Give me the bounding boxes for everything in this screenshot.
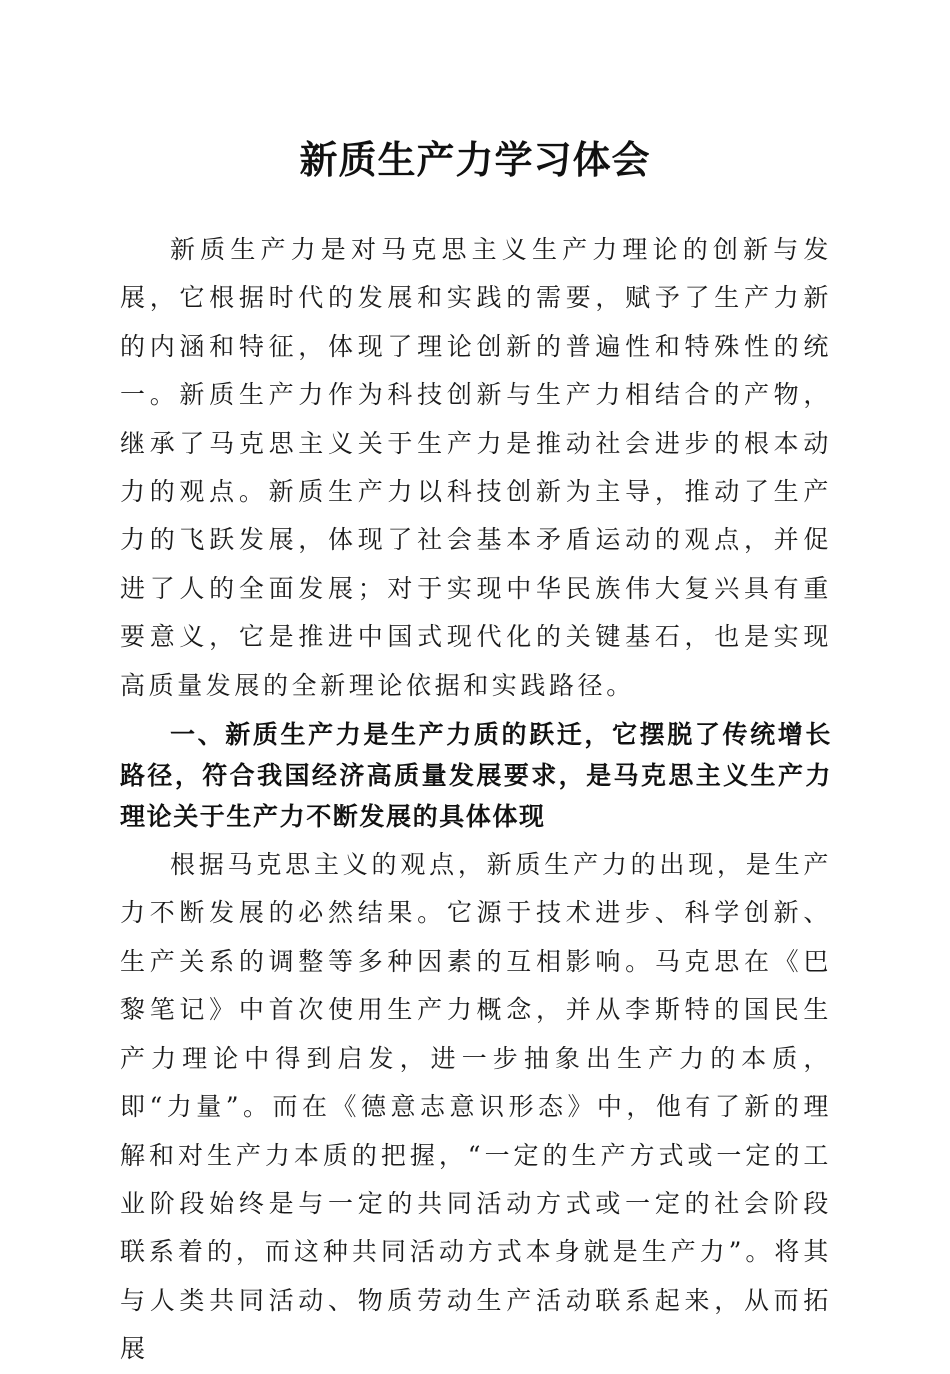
- intro-paragraph: 新质生产力是对马克思主义生产力理论的创新与发展，它根据时代的发展和实践的需要，赋予了生产力新的内涵和特征，体现了理论创新的普遍性和特殊性的统一。新质生产力作为科技创新与生产力相结合的产物，继承了马克思主义关于生产力是推动社会进步的根本动力的观点。新质生产力以科技创新为主导，推动了生产力的飞跃发展，体现了社会基本矛盾运动的观点，并促进了人的全面发展；对于实现中华民族伟大复兴具有重要意义，它是推进中国式现代化的关键基石，也是实现高质量发展的全新理论依据和实践路径。: [120, 235, 832, 700]
- document-title: 新质生产力学习体会: [299, 137, 651, 182]
- document-body: [120, 226, 832, 1374]
- section-heading-1: 一、新质生产力是生产力质的跃迁，它摆脱了传统增长路径，符合我国经济高质量发展要求，是马克思主义生产力理论关于生产力不断发展的具体体现: [120, 720, 832, 832]
- section-1-paragraph: 根据马克思主义的观点，新质生产力的出现，是生产力不断发展的必然结果。它源于技术进步、科学创新、生产关系的调整等多种因素的互相影响。马克思在《巴黎笔记》中首次使用生产力概念，并从李斯特的国民生产力理论中得到启发，进一步抽象出生产力的本质，即“力量”。而在《德意志意识形态》中，他有了新的理解和对生产力本质的把握，“一定的生产方式或一定的工业阶段始终是与一定的共同活动方式或一定的社会阶段联系着的，而这种共同活动方式本身就是生产力”。将其与人类共同活动、物质劳动生产活动联系起来，从而拓展: [120, 850, 832, 1364]
